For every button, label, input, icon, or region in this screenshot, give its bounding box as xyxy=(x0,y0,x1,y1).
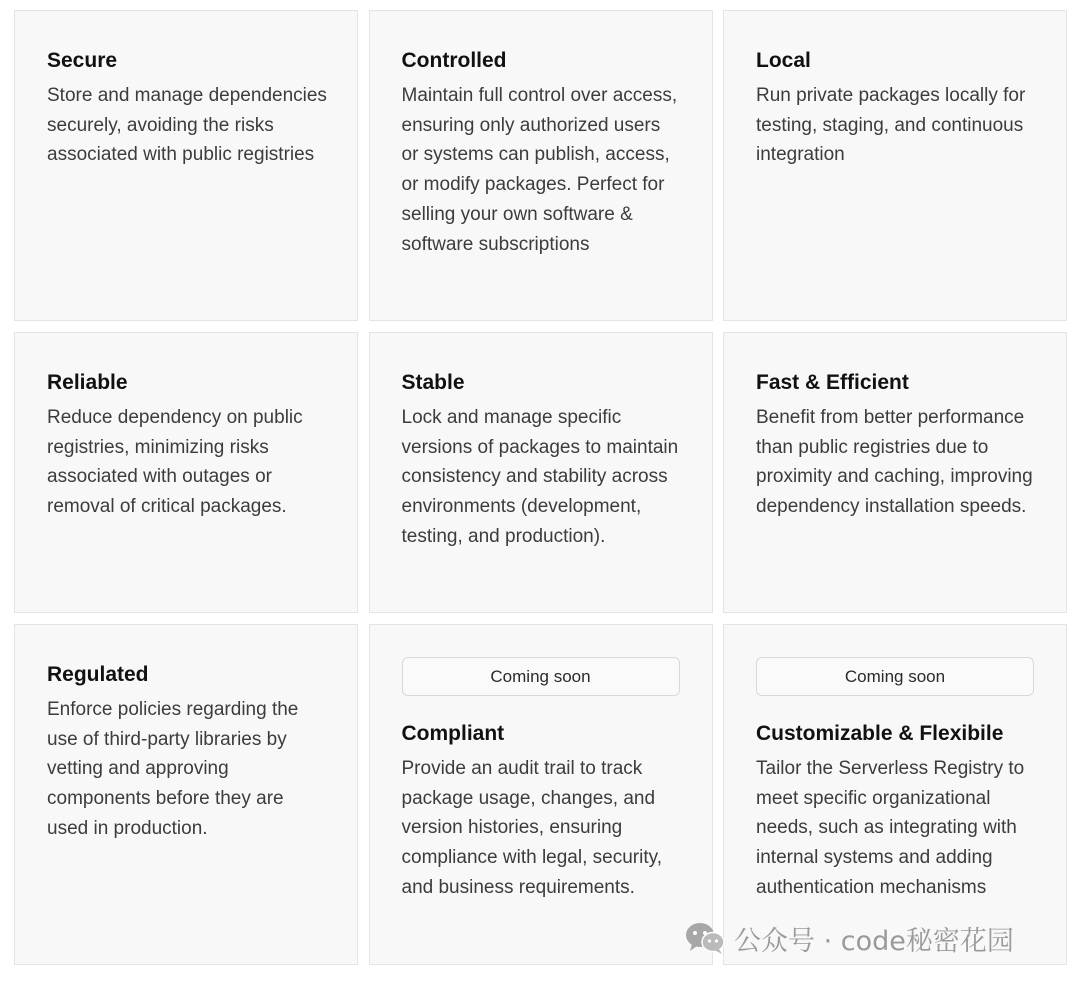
card-description: Lock and manage specific versions of packages to maintain consistency and stability across environments (development, testing, and production). xyxy=(401,407,679,547)
watermark xyxy=(684,918,1014,958)
card-title: Customizable & Flexibile xyxy=(756,722,1004,745)
card-title: Local xyxy=(756,49,811,72)
card-description: Reduce dependency on public registries, minimizing risks associated with outages or removal of critical packages. xyxy=(47,407,303,518)
feature-card-customizable xyxy=(723,624,1067,965)
card-title: Compliant xyxy=(401,722,505,745)
card-description: Provide an audit trail to track package usage, changes, and version histories, ensuring compliance with legal, security, and business requirements. xyxy=(401,758,662,898)
card-description: Enforce policies regarding the use of third-party libraries by vetting and approving components before they are used in production. xyxy=(47,699,299,839)
feature-card-stable xyxy=(369,332,713,613)
coming-soon-badge: Coming soon xyxy=(756,657,1034,696)
card-description: Tailor the Serverless Registry to meet specific organizational needs, such as integrating with internal systems and adding authentication mechanisms xyxy=(756,758,1025,898)
feature-card-compliant xyxy=(369,624,713,965)
card-description: Run private packages locally for testing, staging, and continuous integration xyxy=(756,85,1026,166)
card-description: Store and manage dependencies securely, avoiding the risks associated with public registries xyxy=(47,85,327,166)
feature-grid xyxy=(14,10,1067,965)
wechat-icon xyxy=(684,921,726,955)
card-title: Reliable xyxy=(47,371,128,394)
feature-card-controlled xyxy=(369,10,713,321)
feature-card-reliable xyxy=(14,332,358,613)
coming-soon-badge: Coming soon xyxy=(402,657,680,696)
feature-card-fast-efficient xyxy=(723,332,1067,613)
watermark-text: 公众号 · code秘密花园 xyxy=(734,925,1014,957)
card-description: Maintain full control over access, ensuring only authorized users or systems can publish, access, or modify packages. Perfect for selling your own software & software subscriptions xyxy=(401,85,678,255)
feature-card-regulated xyxy=(14,624,358,965)
card-title: Fast & Efficient xyxy=(756,371,909,394)
feature-card-local xyxy=(723,10,1067,321)
card-title: Secure xyxy=(47,49,118,72)
feature-card-secure xyxy=(14,10,358,321)
card-description: Benefit from better performance than public registries due to proximity and caching, improving dependency installation speeds. xyxy=(756,407,1033,518)
card-title: Stable xyxy=(401,371,465,394)
card-title: Regulated xyxy=(47,663,149,686)
card-title: Controlled xyxy=(401,49,507,72)
